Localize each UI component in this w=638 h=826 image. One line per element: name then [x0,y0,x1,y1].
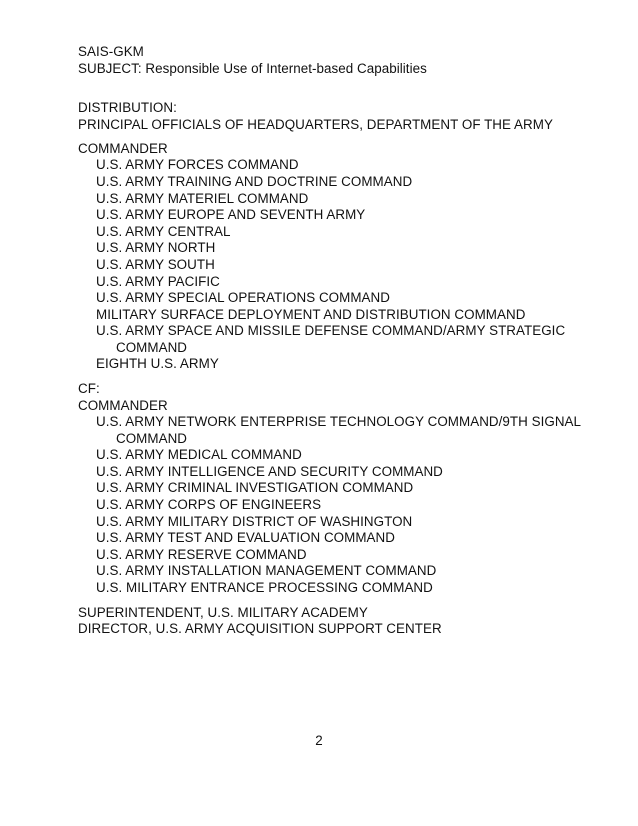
distribution-item-continuation: COMMAND [116,340,188,355]
distribution-commander-heading: COMMANDER [78,141,168,156]
distribution-item: MILITARY SURFACE DEPLOYMENT AND DISTRIBUTION COMMAND [96,307,526,322]
office-symbol: SAIS-GKM [78,44,144,59]
distribution-item: U.S. ARMY EUROPE AND SEVENTH ARMY [96,207,366,222]
page-number: 2 [315,733,323,748]
distribution-heading: DISTRIBUTION: [78,100,177,115]
cf-item: U.S. ARMY CORPS OF ENGINEERS [96,497,322,512]
distribution-item: U.S. ARMY CENTRAL [96,224,231,239]
distribution-item: U.S. ARMY PACIFIC [96,274,220,289]
distribution-item: U.S. ARMY MATERIEL COMMAND [96,191,309,206]
distribution-item: U.S. ARMY SOUTH [96,257,215,272]
cf-item: U.S. ARMY MILITARY DISTRICT OF WASHINGTON [96,514,413,529]
subject-line: SUBJECT: Responsible Use of Internet-based Capabilities [78,61,427,76]
cf-item: U.S. ARMY MEDICAL COMMAND [96,447,302,462]
director-line: DIRECTOR, U.S. ARMY ACQUISITION SUPPORT CENTER [78,621,442,636]
distribution-principal: PRINCIPAL OFFICIALS OF HEADQUARTERS, DEPARTMENT OF THE ARMY [78,117,553,132]
cf-item: U.S. ARMY RESERVE COMMAND [96,547,307,562]
cf-item: U.S. ARMY INTELLIGENCE AND SECURITY COMMAND [96,464,443,479]
cf-commander-heading: COMMANDER [78,398,168,413]
distribution-item: U.S. ARMY SPECIAL OPERATIONS COMMAND [96,290,390,305]
cf-item-continuation: COMMAND [116,431,188,446]
distribution-item: EIGHTH U.S. ARMY [96,356,219,371]
distribution-item: U.S. ARMY NORTH [96,240,216,255]
cf-item: U.S. ARMY TEST AND EVALUATION COMMAND [96,530,395,545]
superintendent-line: SUPERINTENDENT, U.S. MILITARY ACADEMY [78,605,368,620]
cf-item: U.S. MILITARY ENTRANCE PROCESSING COMMAND [96,580,433,595]
cf-item: U.S. ARMY NETWORK ENTERPRISE TECHNOLOGY COMMAND/9TH SIGNAL [96,414,582,429]
cf-item: U.S. ARMY CRIMINAL INVESTIGATION COMMAND [96,480,414,495]
distribution-item: U.S. ARMY TRAINING AND DOCTRINE COMMAND [96,174,413,189]
cf-heading: CF: [78,381,100,396]
distribution-item: U.S. ARMY FORCES COMMAND [96,157,299,172]
distribution-item: U.S. ARMY SPACE AND MISSILE DEFENSE COMMAND/ARMY STRATEGIC [96,323,566,338]
cf-item: U.S. ARMY INSTALLATION MANAGEMENT COMMAND [96,563,437,578]
